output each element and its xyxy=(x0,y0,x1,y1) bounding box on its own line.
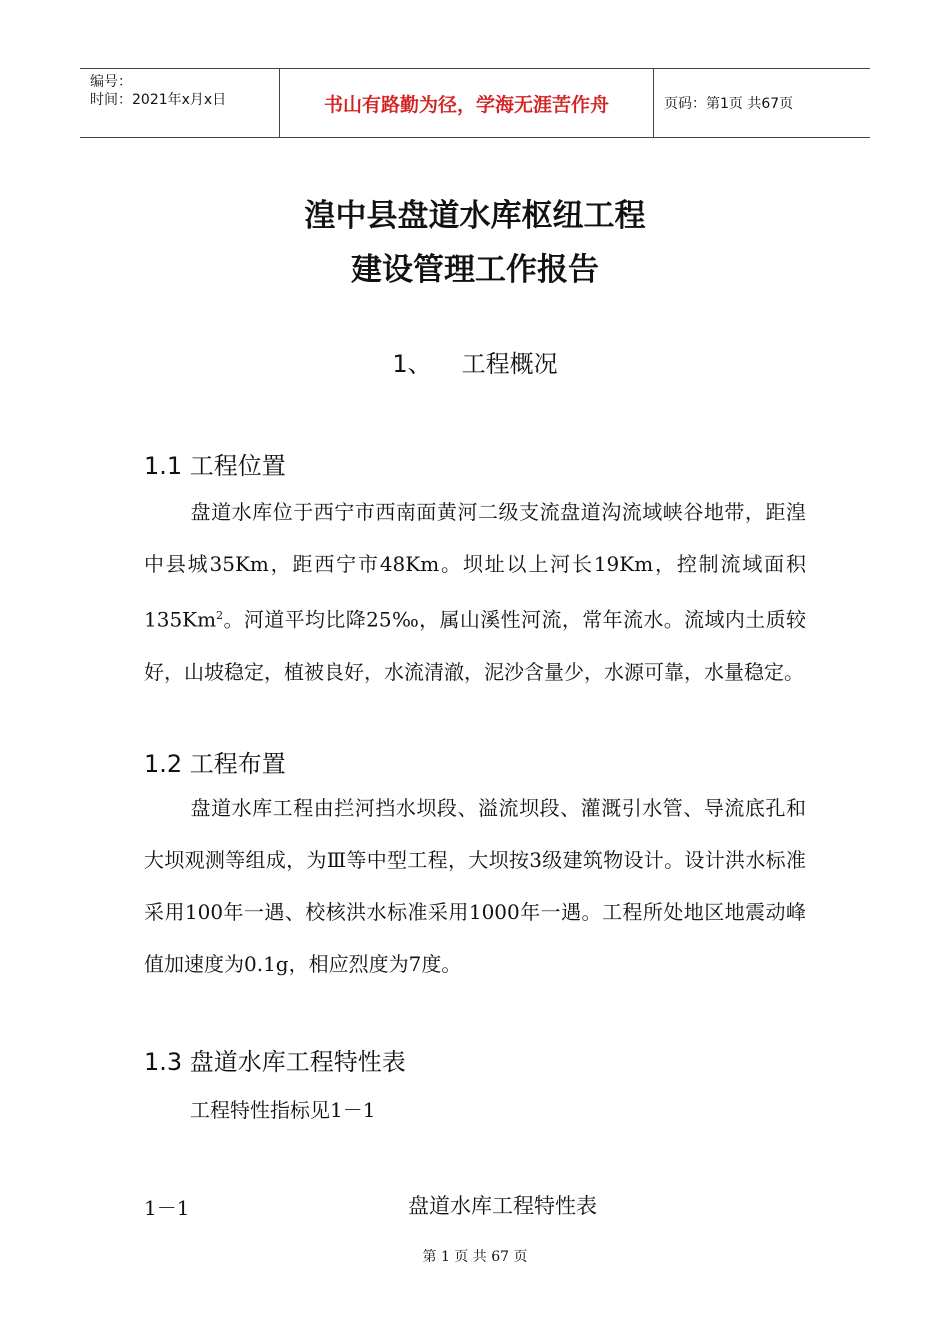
section-heading-1-2: 1.2 工程布置 xyxy=(144,750,286,778)
section-paragraph-1-1 xyxy=(144,486,806,698)
header-number-label: 编号： xyxy=(90,74,132,90)
chapter-heading xyxy=(0,344,950,379)
paragraph-text: 盘道水库位于西宁市西南面黄河二级支流盘道沟流域峡谷地带，距湟中县城35Km，距西宁市48Km。坝址以上河长19Km，控制流域面积135Km xyxy=(144,500,806,632)
header-page-info: 页码：第1页 共67页 xyxy=(664,96,794,112)
chapter-number: 1、 xyxy=(392,350,432,378)
superscript: 2 xyxy=(216,609,224,622)
page-footer: 第 1 页 共 67 页 xyxy=(422,1249,528,1265)
header-motto: 书山有路勤为径，学海无涯苦作舟 xyxy=(280,69,654,137)
header-time-label: 时间：2021年x月x日 xyxy=(90,92,227,108)
document-title-line2: 建设管理工作报告 xyxy=(351,252,599,288)
table-number: 1－1 xyxy=(144,1196,190,1220)
paragraph-text: 盘道水库工程由拦河挡水坝段、溢流坝段、灌溉引水管、导流底孔和大坝观测等组成，为Ⅲ等中型工程，大坝按3级建筑物设计。设计洪水标准采用100年一遇、校核洪水标准采用1000年一遇。工程所处地区地震动峰值加速度为0.1g，相应烈度为7度。 xyxy=(144,796,806,976)
header-meta xyxy=(80,69,280,137)
section-paragraph-1-2 xyxy=(144,782,806,990)
section-heading-1-1: 1.1 工程位置 xyxy=(144,452,286,480)
chapter-label: 工程概况 xyxy=(461,350,558,378)
paragraph-text-continued: 。河道平均比降25‰，属山溪性河流，常年流水。流域内土质较好，山坡稳定，植被良好，水流清澈，泥沙含量少，水源可靠，水量稳定。 xyxy=(144,607,806,684)
document-title-line1: 湟中县盘道水库枢纽工程 xyxy=(304,198,646,234)
section-paragraph-1-3: 工程特性指标见1－1 xyxy=(190,1098,376,1122)
section-heading-1-3: 1.3 盘道水库工程特性表 xyxy=(144,1048,406,1076)
page-header xyxy=(80,68,870,138)
table-title: 盘道水库工程特性表 xyxy=(408,1194,597,1218)
